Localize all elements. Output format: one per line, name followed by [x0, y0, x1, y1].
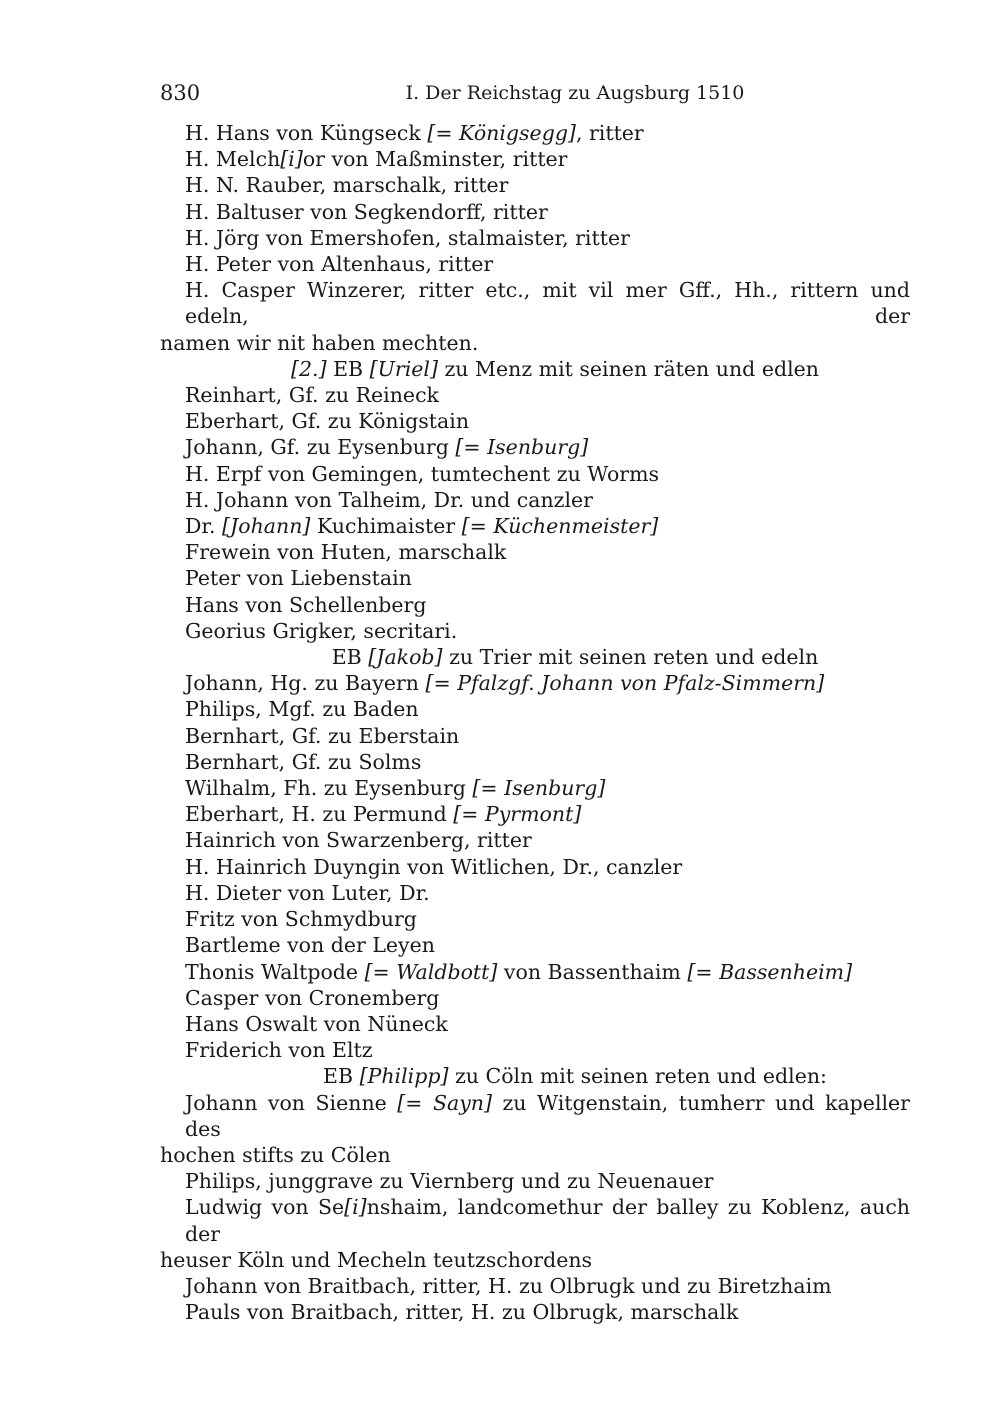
section-heading: EB [Jakob] zu Trier mit seinen reten und edeln — [331, 645, 819, 670]
text-line: Friderich von Eltz — [185, 1038, 373, 1063]
text-line: H. Johann von Talheim, Dr. und canzler — [185, 487, 593, 512]
text-line: Johann von Braitbach, ritter, H. zu Olbrugk und zu Biretzhaim — [185, 1273, 832, 1298]
text-line-continuation: heuser Köln und Mecheln teutzschordens — [160, 1247, 593, 1272]
text-line: Johann von Sienne [= Sayn] zu Witgenstain, tumherr und kapeller des — [185, 1090, 910, 1141]
text-line: Philips, Mgf. zu Baden — [185, 697, 419, 722]
text-line-continuation: hochen stifts zu Cölen — [160, 1142, 391, 1167]
text-line-continuation: namen wir nit haben mechten. — [160, 330, 479, 355]
text-line: H. Hainrich Duyngin von Witlichen, Dr., canzler — [185, 854, 683, 879]
text-line: H. N. Rauber, marschalk, ritter — [185, 173, 509, 198]
text-line: Johann, Gf. zu Eysenburg [= Isenburg] — [185, 435, 589, 460]
section-heading: EB [Philipp] zu Cöln mit seinen reten und edlen: — [323, 1064, 827, 1089]
text-line: H. Hans von Küngseck [= Königsegg], ritter — [185, 121, 644, 145]
text-line: Bernhart, Gf. zu Eberstain — [185, 723, 460, 748]
text-line: H. Casper Winzerer, ritter etc., mit vil mer Gff., Hh., rittern und edeln, der — [185, 278, 910, 329]
text-line: Bartleme von der Leyen — [185, 933, 435, 958]
text-line: Georius Grigker, secritari. — [185, 618, 458, 643]
text-line: Ludwig von Se[i]nshaim, landcomethur der balley zu Koblenz, auch der — [185, 1195, 911, 1246]
text-line: Eberhart, Gf. zu Königstain — [185, 409, 470, 434]
text-line: Dr. [Johann] Kuchimaister [= Küchenmeister] — [185, 514, 659, 539]
text-line: Eberhart, H. zu Permund [= Pyrmont] — [185, 802, 582, 827]
text-line: Wilhalm, Fh. zu Eysenburg [= Isenburg] — [185, 776, 606, 801]
text-line: H. Dieter von Luter, Dr. — [185, 880, 430, 905]
page-header — [160, 80, 910, 106]
text-line: H. Melch[i]or von Maßminster, ritter — [185, 147, 568, 172]
text-line: Philips, junggrave zu Viernberg und zu Neuenauer — [185, 1169, 714, 1194]
page-number: 830 — [160, 81, 201, 105]
text-line: Hainrich von Swarzenberg, ritter — [185, 828, 532, 853]
text-line: H. Baltuser von Segkendorff, ritter — [185, 199, 548, 224]
text-line: Hans Oswalt von Nüneck — [185, 1011, 448, 1036]
text-line: H. Erpf von Gemingen, tumtechent zu Worms — [185, 461, 660, 486]
text-line: Hans von Schellenberg — [185, 592, 427, 617]
text-line: Reinhart, Gf. zu Reineck — [185, 383, 439, 408]
text-line: Casper von Cronemberg — [185, 985, 440, 1010]
text-line: Fritz von Schmydburg — [185, 907, 417, 932]
running-title: I. Der Reichstag zu Augsburg 1510 — [405, 82, 745, 104]
text-line: H. Jörg von Emershofen, stalmaister, ritter — [185, 225, 630, 250]
text-line: Johann, Hg. zu Bayern [= Pfalzgf. Johann von Pfalz-Simmern] — [185, 671, 825, 696]
text-line: Thonis Waltpode [= Waldbott] von Bassenthaim [= Bassenheim] — [185, 959, 853, 984]
text-line: Pauls von Braitbach, ritter, H. zu Olbrugk, marschalk — [185, 1300, 739, 1325]
text-line: H. Peter von Altenhaus, ritter — [185, 252, 494, 277]
text-line: Bernhart, Gf. zu Solms — [185, 749, 422, 774]
text-line: Frewein von Huten, marschalk — [185, 540, 507, 565]
section-heading: [2.] EB [Uriel] zu Menz mit seinen räten und edlen — [291, 356, 819, 381]
text-line: Peter von Liebenstain — [185, 566, 412, 591]
document-body — [160, 120, 910, 1325]
